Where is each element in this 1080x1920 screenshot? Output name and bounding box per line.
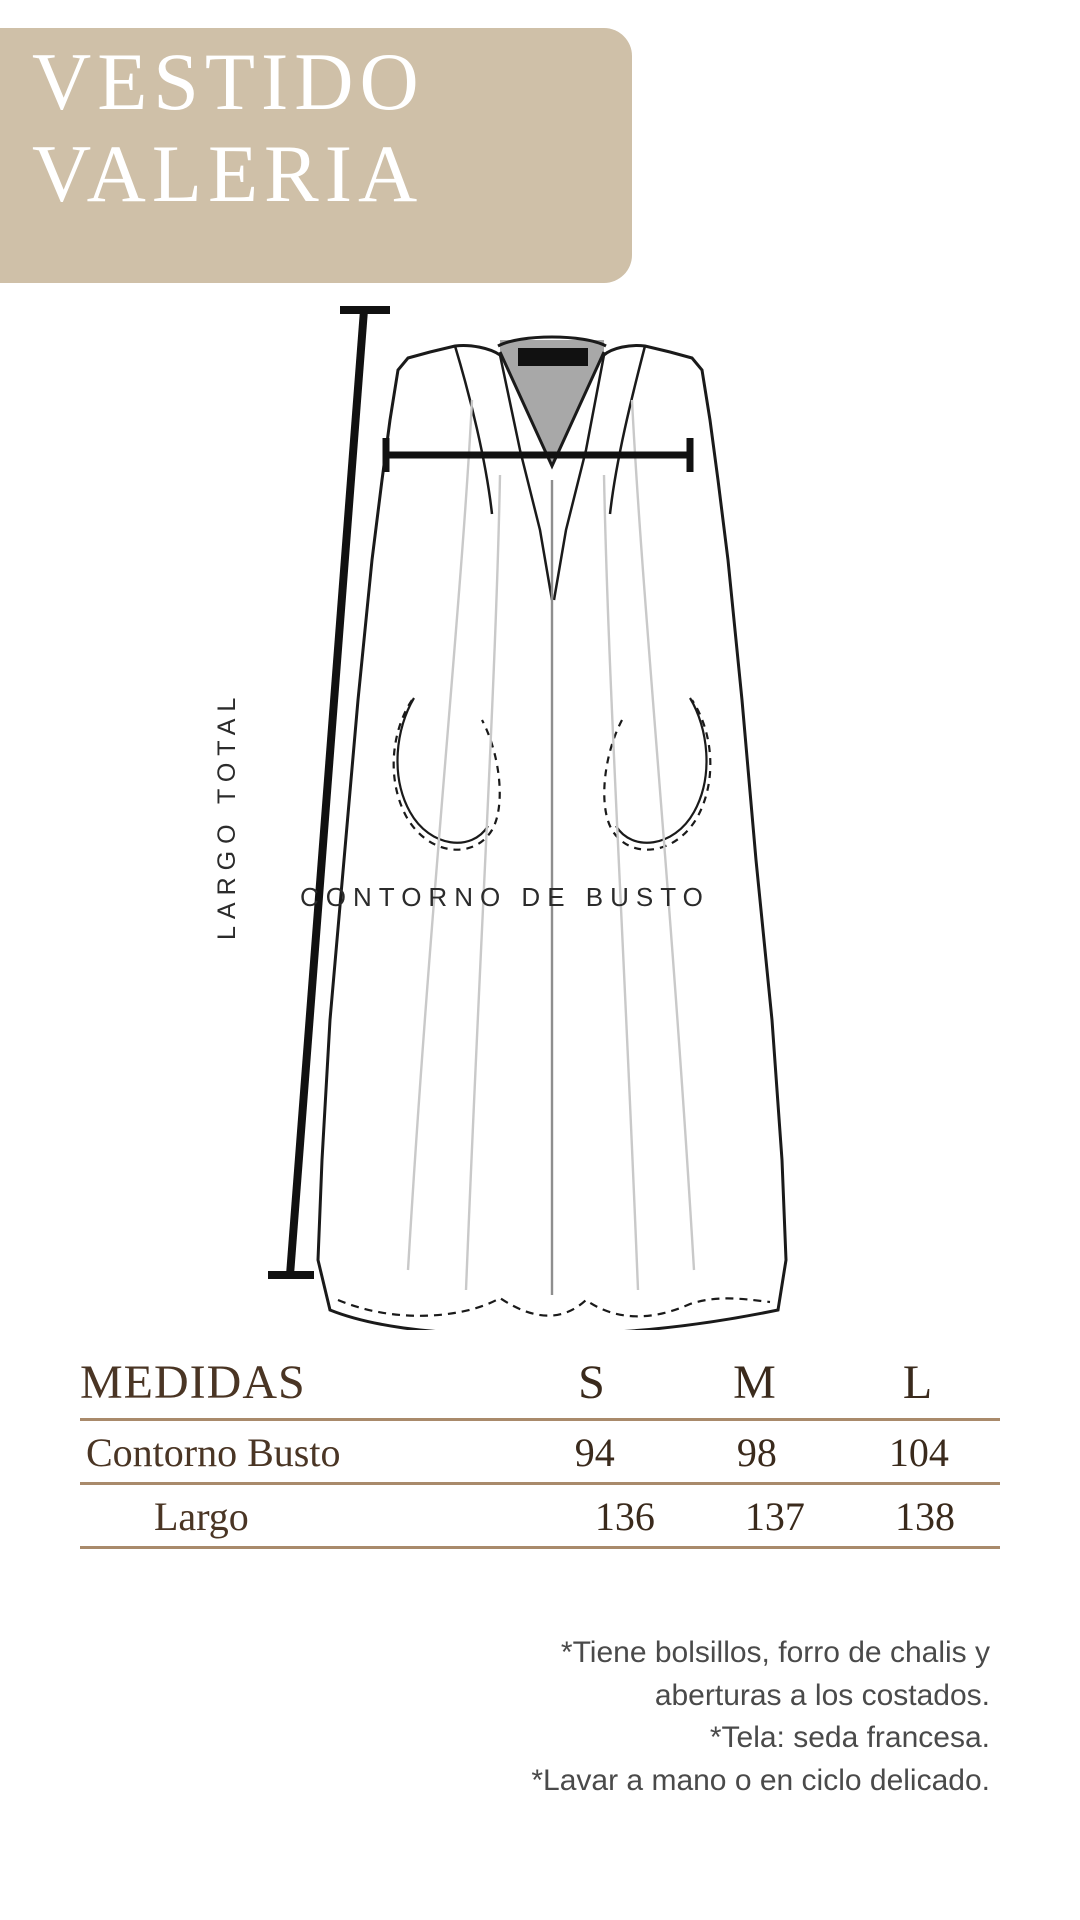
table-header-label: MEDIDAS: [80, 1356, 306, 1409]
product-notes: [80, 1632, 990, 1802]
row-label-contorno-busto: Contorno Busto: [86, 1430, 341, 1475]
title-line-2: VALERIA: [32, 127, 424, 219]
note-line: *Tela: seda francesa.: [709, 1721, 990, 1755]
note-line: aberturas a los costados.: [654, 1678, 990, 1712]
label-contorno-busto: CONTORNO DE BUSTO: [300, 882, 710, 912]
row-contorno-busto-m: 98: [736, 1430, 777, 1475]
table-header-size-s: S: [578, 1356, 605, 1409]
measurements-table: [80, 1355, 1000, 1549]
row-largo-l: 138: [894, 1494, 955, 1539]
note-line: *Lavar a mano o en ciclo delicado.: [531, 1763, 990, 1797]
label-largo-total: LARGO TOTAL: [213, 690, 241, 940]
row-contorno-busto-s: 94: [574, 1430, 615, 1475]
title-line-1: VESTIDO: [32, 36, 425, 127]
table-header-size-l: L: [902, 1356, 933, 1409]
table-row: [80, 1485, 1000, 1549]
row-label-largo: Largo: [154, 1494, 249, 1539]
table-row: [80, 1421, 1000, 1485]
row-largo-s: 136: [594, 1494, 655, 1539]
page-title: [32, 36, 622, 220]
note-line: *Tiene bolsillos, forro de chalis y: [560, 1636, 990, 1669]
table-header-row: [80, 1355, 1000, 1421]
row-contorno-busto-l: 104: [888, 1430, 949, 1475]
row-largo-m: 137: [744, 1494, 805, 1539]
dress-technical-drawing: [0, 300, 1080, 1330]
table-header-size-m: M: [733, 1356, 776, 1409]
